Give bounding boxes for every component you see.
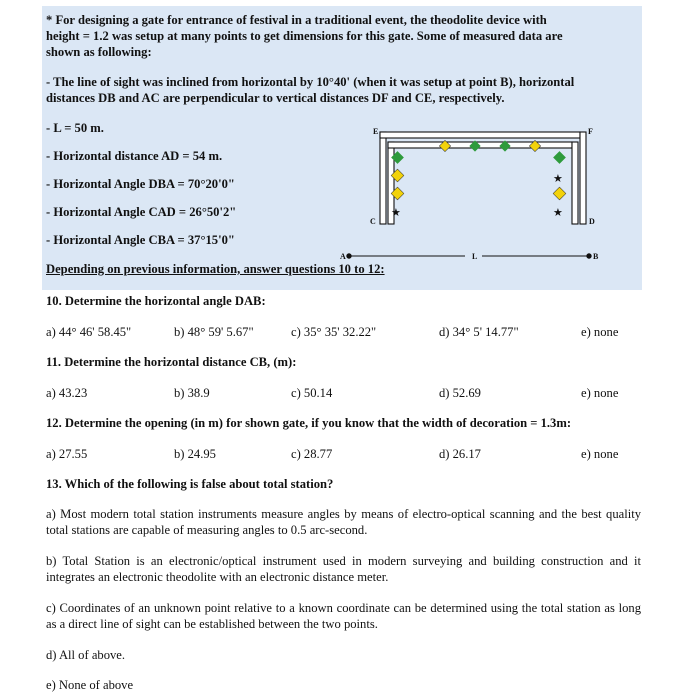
gate-decorations bbox=[391, 140, 566, 219]
svg-text:★: ★ bbox=[553, 172, 563, 185]
note-line-1: - The line of sight was inclined from horizontal by 10°40' (when it was setup at point B), horizontal bbox=[46, 75, 575, 89]
q10-option-a[interactable]: a) 44° 46' 58.45" bbox=[46, 325, 132, 339]
q11-question: 11. Determine the horizontal distance CB, (m): bbox=[46, 355, 297, 369]
q13-option-c[interactable]: c) Coordinates of an unknown point relative to a known coordinate can be determined using the total station as long as a direct line of sight can be established between the two points. bbox=[46, 601, 641, 631]
given-distance-ad: - Horizontal distance AD = 54 m. bbox=[46, 149, 223, 163]
label-e: E bbox=[373, 127, 379, 136]
q12-option-c[interactable]: c) 28.77 bbox=[291, 447, 333, 461]
q11-option-c[interactable]: c) 50.14 bbox=[291, 386, 333, 400]
q10-question: 10. Determine the horizontal angle DAB: bbox=[46, 294, 266, 308]
q10-option-c[interactable]: c) 35° 35' 32.22" bbox=[291, 325, 377, 339]
q13-question: 13. Which of the following is false about total station? bbox=[46, 477, 334, 491]
label-d: D bbox=[589, 217, 595, 226]
svg-text:★: ★ bbox=[553, 206, 563, 219]
q11-option-b[interactable]: b) 38.9 bbox=[174, 386, 210, 400]
label-l: L bbox=[472, 252, 478, 261]
label-b: B bbox=[593, 252, 599, 261]
q11-option-a[interactable]: a) 43.23 bbox=[46, 386, 88, 400]
q13-option-d[interactable]: d) All of above. bbox=[46, 648, 126, 662]
label-a: A bbox=[340, 252, 346, 261]
intro-line-1: * For designing a gate for entrance of festival in a traditional event, the theodolite device with bbox=[46, 13, 547, 27]
q12-option-e[interactable]: e) none bbox=[581, 447, 619, 461]
q12-option-b[interactable]: b) 24.95 bbox=[174, 447, 216, 461]
given-length: - L = 50 m. bbox=[46, 121, 104, 135]
q11-option-e[interactable]: e) none bbox=[581, 386, 619, 400]
q11-option-d[interactable]: d) 52.69 bbox=[439, 386, 481, 400]
q10-option-e[interactable]: e) none bbox=[581, 325, 619, 339]
q10-option-b[interactable]: b) 48° 59' 5.67" bbox=[174, 325, 254, 339]
q12-question: 12. Determine the opening (in m) for shown gate, if you know that the width of decoration = 1.3m: bbox=[46, 416, 572, 430]
note-line-2: distances DB and AC are perpendicular to vertical distances DF and CE, respectively. bbox=[46, 91, 505, 105]
q12-option-d[interactable]: d) 26.17 bbox=[439, 447, 481, 461]
q13-option-e[interactable]: e) None of above bbox=[46, 678, 134, 692]
q13-option-a[interactable]: a) Most modern total station instruments measure angles by means of electro-optical scanning and the best quality total stations are capable of measuring angles to 0.5 arc-second. bbox=[46, 507, 641, 537]
q10-option-d[interactable]: d) 34° 5' 14.77" bbox=[439, 325, 519, 339]
svg-text:★: ★ bbox=[391, 206, 401, 219]
q12-option-a[interactable]: a) 27.55 bbox=[46, 447, 88, 461]
given-angle-dba: - Horizontal Angle DBA = 70°20'0" bbox=[46, 177, 235, 191]
gate-diagram bbox=[340, 122, 620, 264]
label-f: F bbox=[588, 127, 593, 136]
intro-line-2: height = 1.2 was setup at many points to get dimensions for this gate. Some of measured data are bbox=[46, 29, 563, 43]
given-angle-cad: - Horizontal Angle CAD = 26°50'2" bbox=[46, 205, 237, 219]
given-angle-cba: - Horizontal Angle CBA = 37°15'0" bbox=[46, 233, 235, 247]
depending-heading: Depending on previous information, answer questions 10 to 12: bbox=[46, 262, 385, 276]
baseline-ab bbox=[347, 254, 591, 258]
intro-line-3: shown as following: bbox=[46, 45, 152, 59]
q13-option-b[interactable]: b) Total Station is an electronic/optical instrument used in modern surveying and building construction and it integrates an electronic theodolite with an electronic distance meter. bbox=[46, 554, 641, 584]
label-c: C bbox=[370, 217, 376, 226]
